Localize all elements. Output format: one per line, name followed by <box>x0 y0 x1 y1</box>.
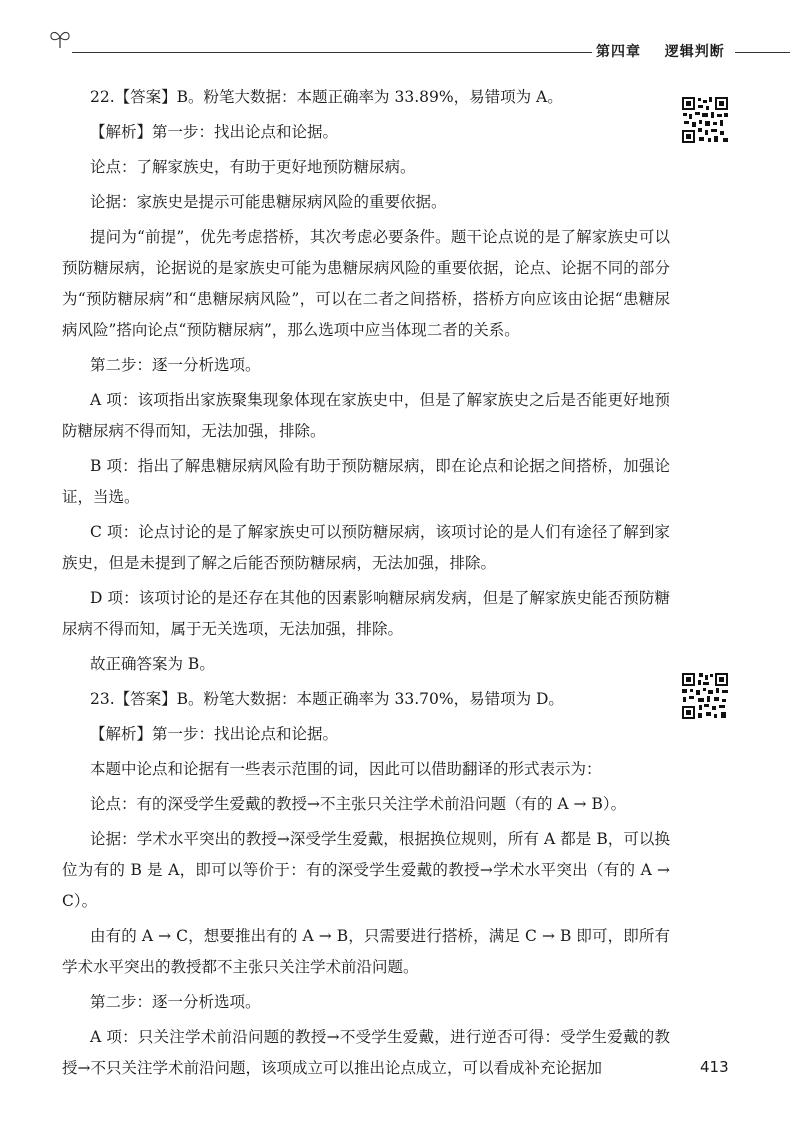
qr-code-icon <box>681 672 729 720</box>
answer-23-heading: 23.【答案】B。粉笔大数据：本题正确率为 33.70%，易错项为 D。 <box>90 690 564 708</box>
section-label: 逻辑判断 <box>664 44 725 60</box>
analysis-22-step1: 【解析】第一步：找出论点和论据。 <box>90 123 339 141</box>
analysis-23-step1: 【解析】第一步：找出论点和论据。 <box>90 725 339 743</box>
conclusion-22: 故正确答案为 B。 <box>90 655 215 673</box>
option-c-analysis: C 项：论点讨论的是了解家族史可以预防糖尿病，该项讨论的是人们有途径了解到家族史，但是未提到了解之后能否预防糖尿病，无法加强，排除。 <box>62 523 670 572</box>
answer-22-heading: 22.【答案】B。粉笔大数据：本题正确率为 33.89%，易错项为 A。 <box>90 88 563 106</box>
analysis-23-intro: 本题中论点和论据有一些表示范围的词，因此可以借助翻译的形式表示为： <box>90 760 602 778</box>
page-body <box>62 82 670 1088</box>
analysis-23-step2: 第二步：逐一分析选项。 <box>90 993 261 1011</box>
analysis-paragraph: 提问为“前提”，优先考虑搭桥，其次考虑必要条件。题干论点说的是了解家族史可以预防糖尿病，论据说的是家族史可能为患糖尿病风险的重要依据，论点、论据不同的部分为“预防糖尿病”和“患糖尿病风险”，可以在二者之间搭桥，搭桥方向应该由论据“患糖尿病风险”搭向论点“预防糖尿病”，那么选项中应当体现二者的关系。 <box>62 228 670 339</box>
option-a-analysis-23: A 项：只关注学术前沿问题的教授→不受学生爱戴，进行逆否可得：受学生爱戴的教授→不只关注学术前沿问题，该项成立可以推出论点成立，可以看成补充论据加 <box>62 1028 670 1077</box>
option-b-analysis: B 项：指出了解患糖尿病风险有助于预防糖尿病，即在论点和论据之间搭桥，加强论证，当选。 <box>62 457 670 506</box>
header-rule-left <box>72 52 592 53</box>
bridge-paragraph: 由有的 A → C，想要推出有的 A → B，只需要进行搭桥，满足 C → B 即可，即所有学术水平突出的教授都不主张只关注学术前沿问题。 <box>62 927 670 976</box>
page-header <box>0 0 800 70</box>
argument-evidence-23: 论据：学术水平突出的教授→深受学生爱戴，根据换位规则，所有 A 都是 B，可以换位为有的 B 是 A，即可以等价于：有的深受学生爱戴的教授→学术水平突出（有的 A → C）。 <box>62 830 670 910</box>
leaf-sprout-icon <box>48 28 72 54</box>
page-number: 413 <box>700 1058 729 1076</box>
header-rule-right <box>735 52 790 53</box>
argument-claim: 论点：了解家族史，有助于更好地预防糖尿病。 <box>90 158 416 176</box>
argument-claim-23: 论点：有的深受学生爱戴的教授→不主张只关注学术前沿问题（有的 A → B）。 <box>90 795 627 813</box>
argument-evidence: 论据：家族史是提示可能患糖尿病风险的重要依据。 <box>90 193 447 211</box>
header-title <box>596 41 725 61</box>
option-a-analysis: A 项：该项指出家族聚集现象体现在家族史中，但是了解家族史之后是否能更好地预防糖尿病不得而知，无法加强，排除。 <box>62 391 670 440</box>
option-d-analysis: D 项：该项讨论的是还存在其他的因素影响糖尿病发病，但是了解家族史能否预防糖尿病不得而知，属于无关选项，无法加强，排除。 <box>62 589 670 638</box>
chapter-label: 第四章 <box>596 44 641 60</box>
analysis-22-step2: 第二步：逐一分析选项。 <box>90 356 261 374</box>
qr-code-icon <box>681 96 729 144</box>
